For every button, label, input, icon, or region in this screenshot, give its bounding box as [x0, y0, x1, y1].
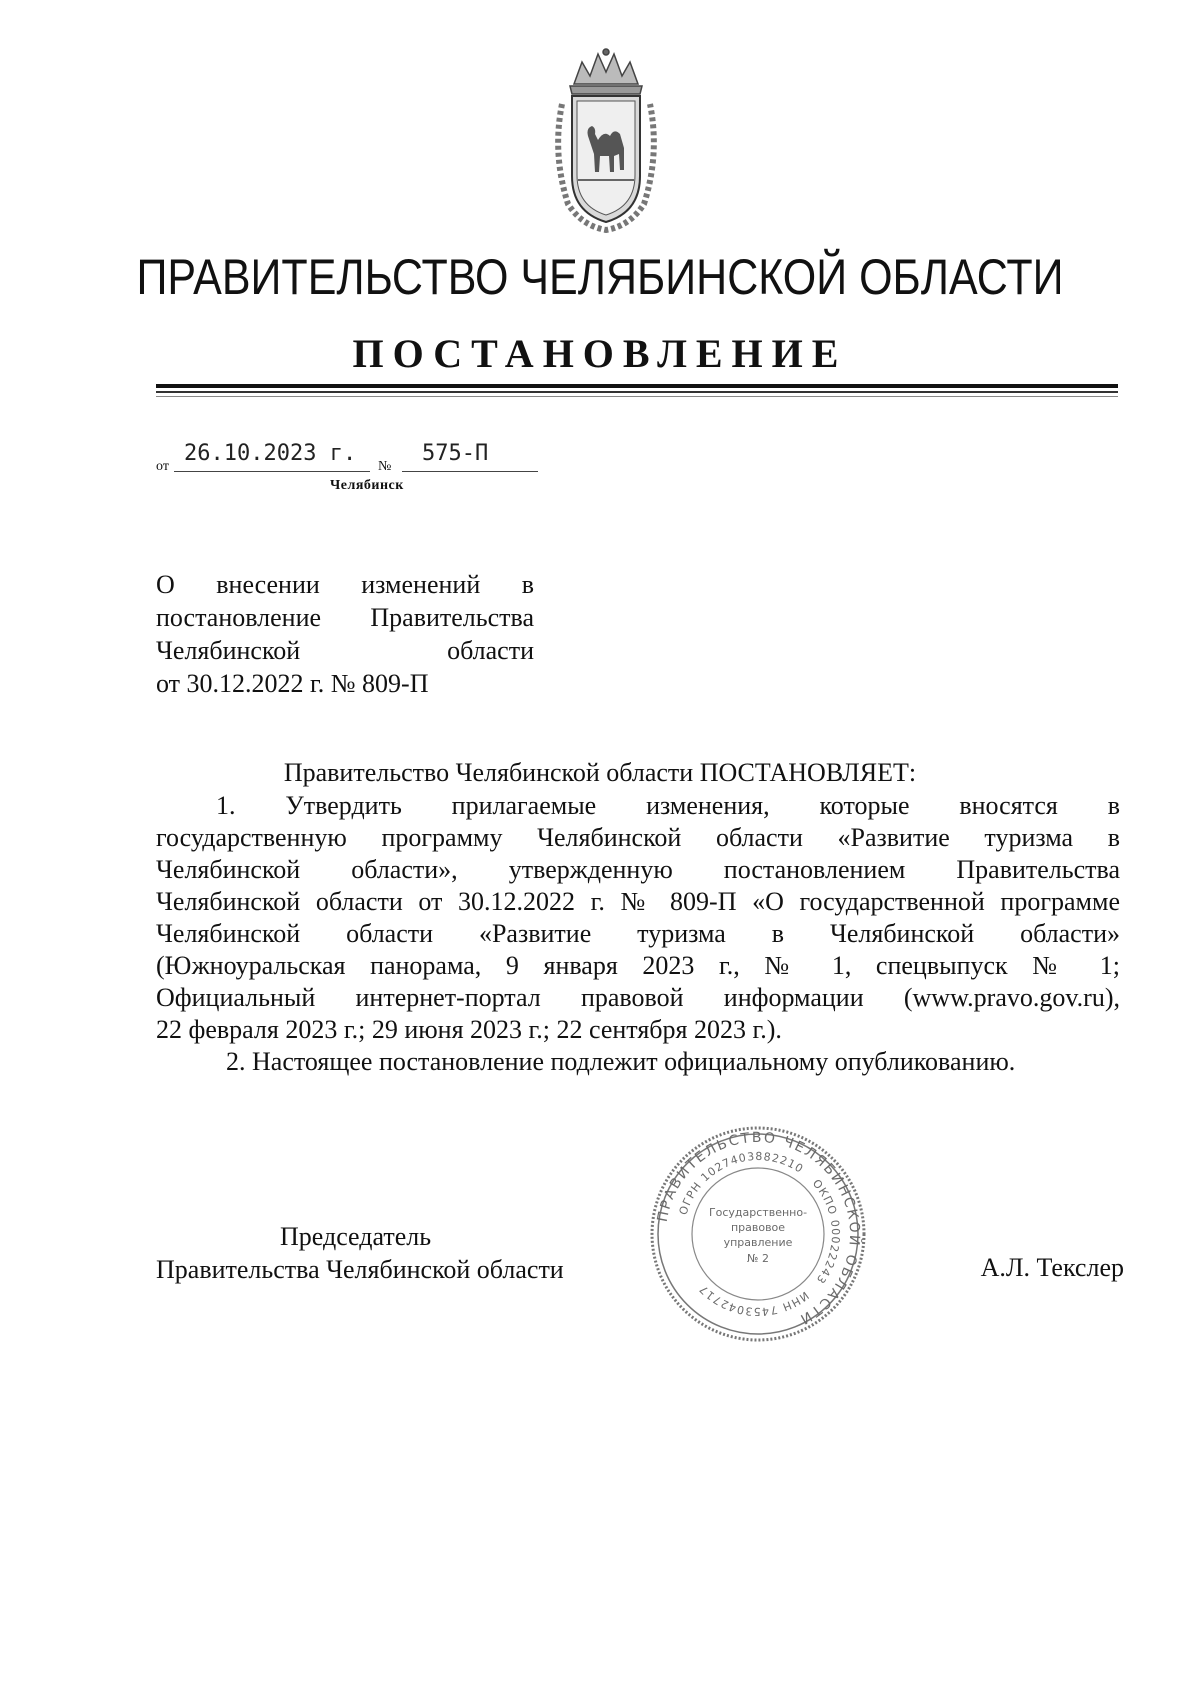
- paragraph-1: [156, 790, 1120, 1046]
- document-body: [156, 790, 1120, 1078]
- city-label: Челябинск: [330, 478, 404, 493]
- paragraph-2: 2. Настоящее постановление подлежит официальному опубликованию.: [226, 1047, 1016, 1076]
- signatory-title-line1: Председатель: [280, 1222, 432, 1251]
- document-number: 575-П: [422, 441, 489, 466]
- stamp-center-line: № 2: [747, 1252, 769, 1265]
- paragraph-line: Челябинской области от 30.12.2022 г. № 809-П «О государственной программе: [156, 887, 1120, 916]
- coat-of-arms-emblem: [552, 44, 660, 234]
- from-label: от: [156, 459, 169, 474]
- stamp-okpo: ОКПО 00022243: [809, 1176, 843, 1287]
- number-label: №: [378, 459, 392, 474]
- document-date: 26.10.2023 г.: [184, 441, 357, 466]
- official-seal-stamp: [648, 1124, 868, 1344]
- paragraph-line: (Южноуральская панорама, 9 января 2023 г., № 1, спецвыпуск № 1;: [156, 951, 1120, 980]
- date-underline: [174, 471, 370, 472]
- document-type-heading: ПОСТАНОВЛЕНИЕ: [352, 331, 848, 376]
- stamp-ogrn: ОГРН 1027403882210: [676, 1149, 806, 1217]
- paragraph-line: 1. Утвердить прилагаемые изменения, которые вносятся в: [216, 791, 1120, 820]
- signatory-name: А.Л. Текслер: [980, 1253, 1124, 1282]
- header-divider-thin: [156, 391, 1118, 393]
- subject-line: О внесении изменений в: [156, 570, 534, 599]
- subject-line: постановление Правительства: [156, 603, 534, 632]
- header-divider-hairline: [156, 396, 1118, 397]
- subject-line: от 30.12.2022 г. № 809-П: [156, 669, 429, 698]
- header-divider-thick: [156, 384, 1118, 388]
- paragraph-line: Челябинской области «Развитие туризма в Челябинской области»: [156, 919, 1120, 948]
- organization-title: ПРАВИТЕЛЬСТВО ЧЕЛЯБИНСКОЙ ОБЛАСТИ: [136, 249, 1064, 305]
- paragraph-line: Официальный интернет-портал правовой информации (www.pravo.gov.ru),: [156, 983, 1120, 1012]
- subject-line: Челябинской области: [156, 636, 534, 665]
- paragraph-line: государственную программу Челябинской области «Развитие туризма в: [156, 823, 1120, 852]
- stamp-outer-text: ПРАВИТЕЛЬСТВО ЧЕЛЯБИНСКОЙ ОБЛАСТИ: [654, 1129, 863, 1328]
- preamble: Правительство Челябинской области ПОСТАНОВЛЯЕТ:: [283, 758, 917, 787]
- stamp-center-line: управление: [723, 1236, 793, 1249]
- number-underline: [402, 471, 538, 472]
- stamp-inn: ИНН 7453042717: [696, 1281, 812, 1319]
- stamp-center-line: Государственно-: [708, 1206, 808, 1219]
- paragraph-line: 22 февраля 2023 г.; 29 июня 2023 г.; 22 сентября 2023 г.).: [156, 1015, 782, 1044]
- signatory-title: [156, 1220, 564, 1286]
- signatory-title-line2: Правительства Челябинской области: [156, 1255, 564, 1284]
- document-subject: [156, 568, 534, 700]
- stamp-center-line: правовое: [730, 1221, 786, 1234]
- paragraph-line: Челябинской области», утвержденную постановлением Правительства: [156, 855, 1120, 884]
